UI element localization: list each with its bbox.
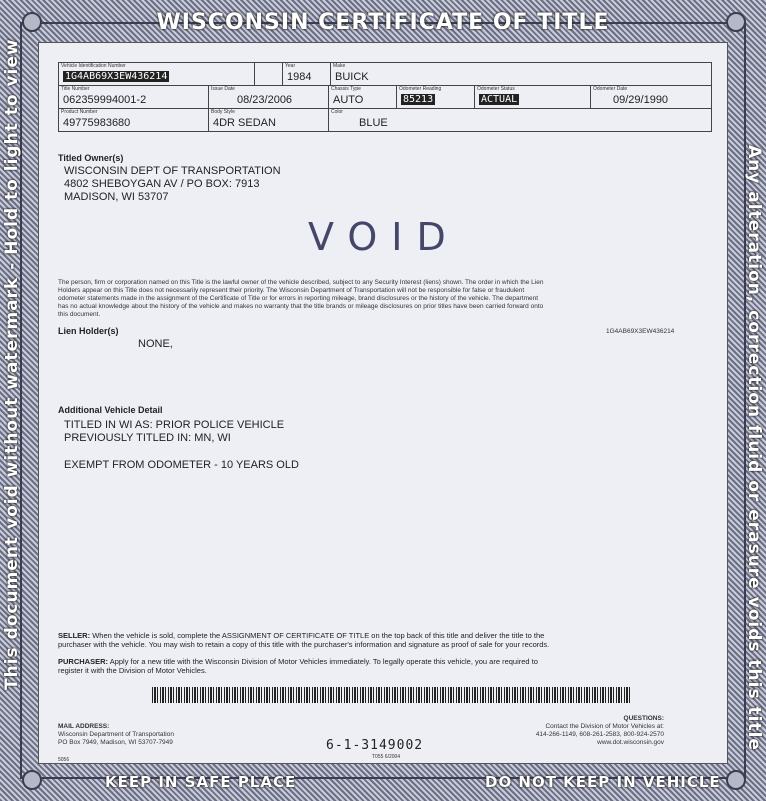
- additional-line-2: PREVIOUSLY TITLED IN: MN, WI: [64, 432, 231, 444]
- owner-name: WISCONSIN DEPT OF TRANSPORTATION: [64, 165, 281, 177]
- purchaser-line-2: register it with the Division of Motor Vehicles.: [58, 666, 207, 675]
- legal-line-1: The person, firm or corporation named on this Title is the lawful owner of the vehicle described, subject to any Security Interest (liens) shown. The order in which the Lien: [58, 279, 544, 286]
- odometer-status-label: Odometer Status: [477, 86, 515, 92]
- void-stamp: VOID: [308, 215, 460, 259]
- title-number-label: Title Number: [61, 86, 90, 92]
- lien-holder-value: NONE,: [138, 338, 173, 350]
- lien-vin: 1G4AB69X3EW436214: [606, 328, 675, 335]
- odometer-label: Odometer Reading: [399, 86, 442, 92]
- issue-date-label: Issue Date: [211, 86, 235, 92]
- issue-date-value: 08/23/2006: [237, 94, 293, 106]
- seller-line-1: When the vehicle is sold, complete the ASSIGNMENT OF CERTIFICATE OF TITLE on the top back of this title and deliver the title to the: [92, 631, 545, 640]
- questions-heading: QUESTIONS:: [623, 715, 664, 722]
- keep-safe-text: KEEP IN SAFE PLACE: [105, 773, 297, 791]
- vin-value: 1G4AB69X3EW436214: [65, 71, 168, 82]
- owner-address: 4802 SHEBOYGAN AV / PO BOX: 7913: [64, 178, 260, 190]
- make-value: BUICK: [335, 71, 369, 83]
- purchaser-instructions: [58, 657, 718, 675]
- odometer-status-value: ACTUAL: [481, 94, 518, 105]
- titled-owner-heading: Titled Owner(s): [58, 153, 124, 163]
- mail-address-heading: MAIL ADDRESS:: [58, 723, 110, 730]
- owner-city: MADISON, WI 53707: [64, 191, 169, 203]
- barcode: [152, 687, 630, 703]
- color-label: Color: [331, 109, 343, 115]
- title-number-value: 062359994001-2: [63, 94, 147, 106]
- legal-line-4: has no actual knowledge about the history of the vehicle and makes no warranty that the title brands or mileage disclosures on prior titles have been carried forward onto: [58, 303, 544, 310]
- body-style-label: Body Style: [211, 109, 235, 115]
- product-number-label: Product Number: [61, 109, 98, 115]
- odometer-value: 85213: [403, 94, 434, 105]
- questions-line-1: Contact the Division of Motor Vehicles at:: [545, 723, 664, 730]
- additional-line-1: TITLED IN WI AS: PRIOR POLICE VEHICLE: [64, 419, 285, 431]
- legal-line-3: odometer statements made in the assignment of the Certificate of Title or for errors in reporting mileage, brand disclosures or the history of the vehicle. The department: [58, 295, 539, 302]
- odometer-date-value: 09/29/1990: [613, 94, 669, 106]
- questions-line-2: 414-266-1149, 608-261-2583, 800-924-2570: [535, 731, 664, 738]
- chassis-value: AUTO: [333, 94, 364, 106]
- make-label: Make: [333, 63, 346, 69]
- alteration-notice: Any alteration, correction fluid or erasure voids this title: [744, 145, 764, 751]
- title-document: [38, 42, 728, 764]
- questions-line-3: www.dot.wisconsin.gov: [597, 739, 664, 746]
- seller-label: SELLER:: [58, 631, 91, 640]
- vehicle-info-grid: [58, 62, 712, 132]
- year-label: Year: [285, 63, 296, 69]
- corner-code: 5056: [58, 757, 70, 763]
- additional-line-3: EXEMPT FROM ODOMETER - 10 YEARS OLD: [64, 459, 299, 471]
- color-value: BLUE: [359, 117, 388, 129]
- year-value: 1984: [287, 71, 312, 83]
- watermark-notice: This document void without watermark - Hold to light to view: [2, 38, 22, 690]
- purchaser-label: PURCHASER:: [58, 657, 109, 666]
- corner-rosette-icon: [22, 770, 42, 790]
- mail-address-line-2: PO Box 7949, Madison, WI 53707-7949: [58, 739, 173, 746]
- mail-address-line-1: Wisconsin Department of Transportation: [58, 731, 174, 738]
- product-number-value: 49775983680: [63, 117, 131, 129]
- do-not-keep-text: DO NOT KEEP IN VEHICLE: [485, 773, 721, 791]
- body-style-value: 4DR SEDAN: [213, 117, 276, 129]
- certificate-title: WISCONSIN CERTIFICATE OF TITLE: [156, 10, 610, 35]
- lien-holder-heading: Lien Holder(s): [58, 326, 119, 336]
- vin-label: Vehicle Identification Number: [61, 63, 126, 69]
- purchaser-line-1: Apply for a new title with the Wisconsin Division of Motor Vehicles immediately. To legally operate this vehicle, you are required to: [109, 657, 538, 666]
- chassis-label: Chassis Type: [331, 86, 361, 92]
- seller-instructions: [58, 631, 718, 649]
- additional-detail-heading: Additional Vehicle Detail: [58, 405, 163, 415]
- legal-line-2: Holders appear on this Title does not necessarily represent their priority. The Wisconsin Department of Transportation will not be responsible for false or fraudulent: [58, 287, 525, 294]
- document-number: 6-1-3149002: [326, 738, 424, 753]
- legal-line-5: this document.: [58, 311, 101, 318]
- seller-line-2: purchaser with the vehicle. You may wish to retain a copy of this title with the purchaser's information and signature as proof of sale for your records.: [58, 640, 550, 649]
- corner-rosette-icon: [726, 770, 746, 790]
- odometer-date-label: Odometer Date: [593, 86, 628, 92]
- form-code: T055 6/2004: [372, 754, 401, 760]
